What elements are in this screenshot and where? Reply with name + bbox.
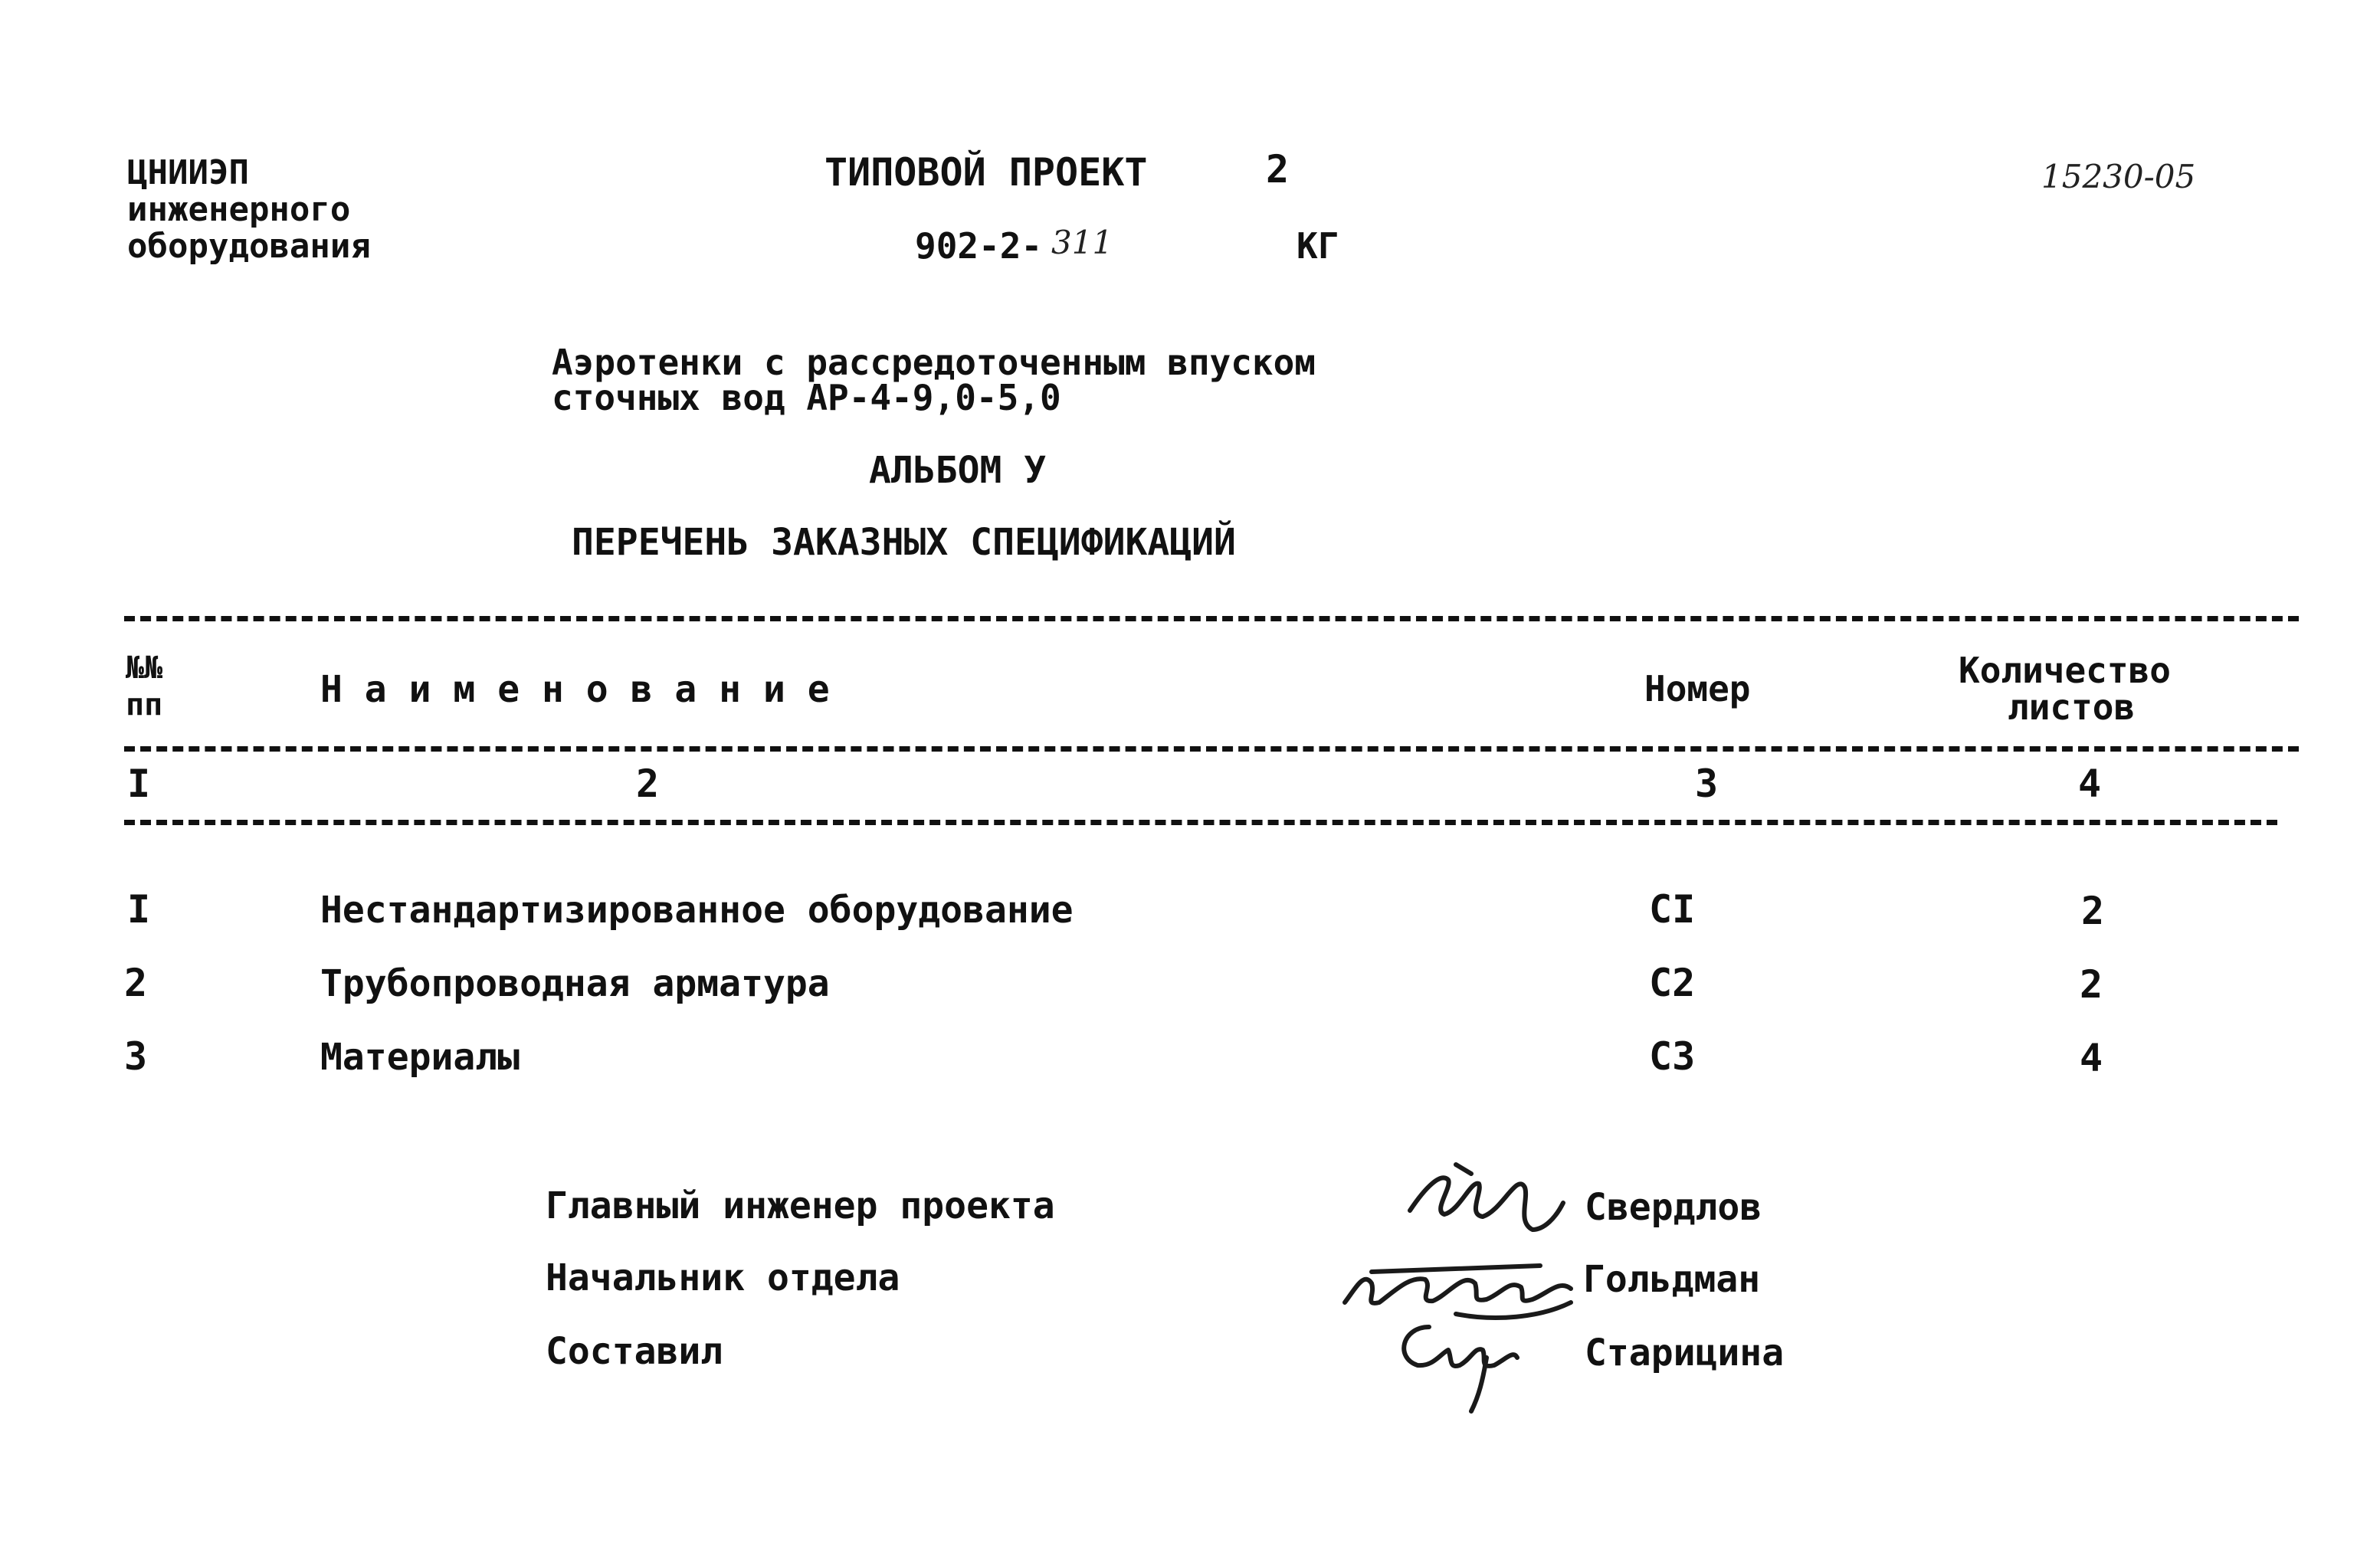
row-code: C3	[1649, 1034, 1696, 1079]
handwritten-signature	[1402, 1157, 1571, 1241]
column-number-3: 3	[1695, 762, 1719, 806]
sheet-number: 2	[1266, 147, 1290, 192]
project-title-line1: Аэротенки с рассредоточенным впуском	[552, 342, 1316, 383]
signature-role: Составил	[546, 1330, 723, 1373]
row-qty: 2	[2080, 962, 2103, 1007]
signature-name: Старицина	[1585, 1332, 1785, 1374]
row-qty: 2	[2081, 889, 2105, 933]
header-num-line2: пп	[126, 687, 163, 722]
header-rule	[124, 746, 2299, 752]
column-number-rule	[124, 820, 2277, 825]
doc-mark: КГ	[1297, 225, 1339, 267]
row-name: Материалы	[320, 1036, 520, 1079]
header-name: Н а и м е н о в а н и е	[320, 668, 830, 711]
project-title-line2: сточных вод АР-4-9,0-5,0	[552, 377, 1061, 418]
handwritten-signature	[1387, 1312, 1525, 1419]
table-top-rule	[124, 616, 2299, 621]
doc-code: 902-2-	[915, 225, 1043, 267]
row-code: C2	[1649, 961, 1696, 1005]
org-name-line3: оборудования	[127, 227, 371, 266]
row-number: I	[127, 887, 151, 932]
row-number: 2	[124, 961, 148, 1005]
row-name: Нестандартизированное оборудование	[320, 889, 1074, 932]
row-qty: 4	[2080, 1036, 2103, 1080]
column-number-2: 2	[636, 762, 660, 806]
signature-role: Главный инженер проекта	[546, 1184, 1055, 1227]
signature-role: Начальник отдела	[546, 1256, 900, 1299]
list-title: ПЕРЕЧЕНЬ ЗАКАЗНЫХ СПЕЦИФИКАЦИЙ	[572, 521, 1236, 564]
row-code: CI	[1649, 887, 1696, 932]
org-name-line1: ЦНИИЭП	[127, 153, 249, 192]
signature-name: Гольдман	[1583, 1258, 1761, 1301]
header-code: Номер	[1644, 668, 1751, 709]
header-qty-line2: листов	[2008, 686, 2136, 728]
org-name-line2: инженерного	[127, 190, 351, 229]
row-name: Трубопроводная арматура	[320, 962, 830, 1005]
doc-type: ТИПОВОЙ ПРОЕКТ	[824, 150, 1148, 195]
doc-code-handwritten: 311	[1051, 224, 1113, 261]
archive-number: 15230-05	[2041, 158, 2196, 195]
album-title: АЛЬБОМ У	[869, 449, 1047, 492]
column-number-1: I	[127, 762, 151, 806]
signature-name: Свердлов	[1585, 1186, 1762, 1229]
row-number: 3	[124, 1034, 148, 1079]
header-num-line1: №№	[126, 650, 163, 686]
column-number-4: 4	[2078, 762, 2102, 806]
header-qty-line1: Количество	[1959, 650, 2171, 691]
